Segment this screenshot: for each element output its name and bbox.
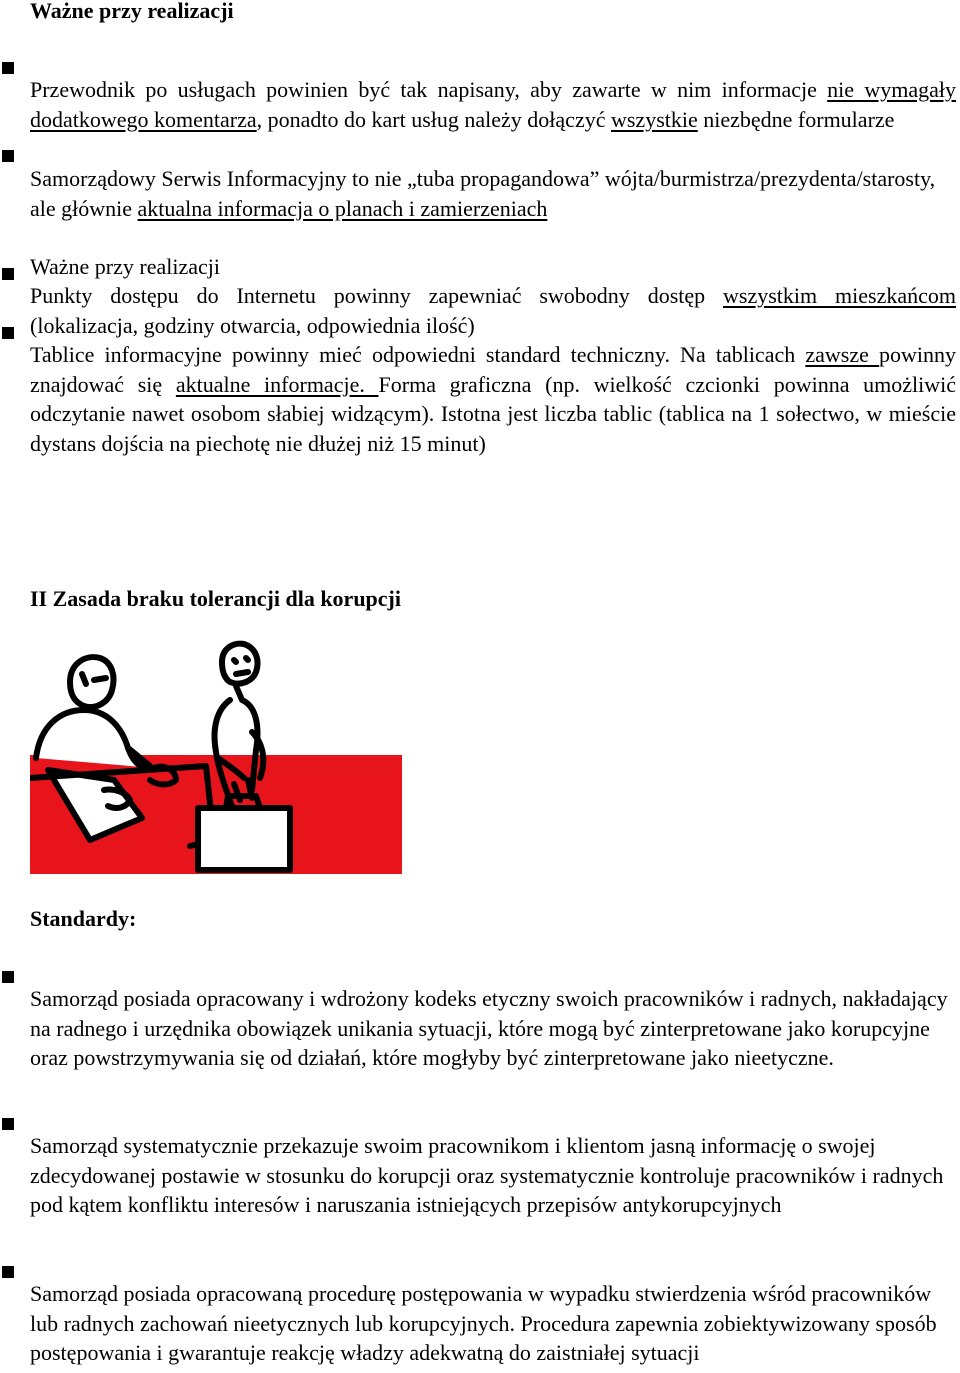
underlined-text: aktualna informacja o planach i zamierzeniach <box>137 195 548 221</box>
bullet-punkty-dostepu: Punkty dostępu do Internetu powinny zapewniać swobodny dostęp wszystkim mieszkańcom (lokalizacja, godziny otwarcia, odpowiednia ilość) <box>30 283 956 338</box>
square-bullet-icon <box>2 1266 14 1278</box>
bullet-tablice: Tablice informacyjne powinny mieć odpowiedni standard techniczny. Na tablicach zawsze powinny znajdować się aktualne informacje. Forma graficzna (np. wielkość czcionki powinna umożliwić odczytanie nawet osobom słabiej widzącym). Istotna jest liczba tablic (tablica na 1 sołectwo, w mieście dystans dojścia na piechotę nie dłużej niż 15 minut) <box>30 342 956 456</box>
underlined-text: zawsze <box>805 342 879 367</box>
square-bullet-icon <box>2 150 14 162</box>
square-bullet-icon <box>2 268 14 280</box>
underlined-text: nie wymagały dodatkowego komentarza <box>30 77 956 132</box>
square-bullet-icon <box>2 327 14 339</box>
underlined-text: aktualne informacje. <box>175 371 379 397</box>
standard-procedura-postepowania: Samorząd posiada opracowaną procedurę postępowania w wypadku stwierdzenia wśród pracowników lub radnych zachowań nieetycznych lub korupcyjnych. Procedura zapewnia zobiektywizowany sposób postępowania i gwarantuje reakcję władzy adekwatną do zaistniałej sytuacji <box>30 1281 937 1365</box>
underlined-text: wszystkie <box>610 106 698 132</box>
square-bullet-icon <box>2 1118 14 1130</box>
section-heading-korupcja: II Zasada braku tolerancji dla korupcji <box>30 586 401 611</box>
standard-kodeks-etyczny: Samorząd posiada opracowany i wdrożony kodeks etyczny swoich pracowników i radnych, nakładający na radnego i urzędnika obowiązek unikania sytuacji, które mogą być zinterpretowane jako korupcyjne oraz powstrzymywania się od działań, które mogłyby być zinterpretowane jako nieetyczne. <box>30 986 948 1070</box>
standards-heading: Standardy: <box>30 906 137 931</box>
bullet-serwis: Samorządowy Serwis Informacyjny to nie „tuba propagandowa” wójta/burmistrza/prezydenta/starosty, ale głównie aktualna informacja o planach i zamierzeniach <box>30 166 936 221</box>
square-bullet-icon <box>2 62 14 74</box>
square-bullet-icon <box>2 971 14 983</box>
bribe-illustration-icon <box>30 640 402 874</box>
standard-informacja-o-postawie: Samorząd systematycznie przekazuje swoim pracownikom i klientom jasną informację o swojej zdecydowanej postawie w stosunku do korupcji oraz systematycznie kontroluje pracowników i radnych pod kątem konfliktu interesów i naruszania istniejących przepisów antykorupcyjnych <box>30 1133 944 1217</box>
bullet-przewodnik: Przewodnik po usługach powinien być tak napisany, aby zawarte w nim informacje nie wymagały dodatkowego komentarza, ponadto do kart usług należy dołączyć wszystkie niezbędne formularze <box>30 77 956 132</box>
subheading-wazne: Ważne przy realizacji <box>30 254 220 279</box>
section-heading-wazne: Ważne przy realizacji <box>30 0 234 23</box>
underlined-text: wszystkim mieszkańcom <box>723 283 956 308</box>
